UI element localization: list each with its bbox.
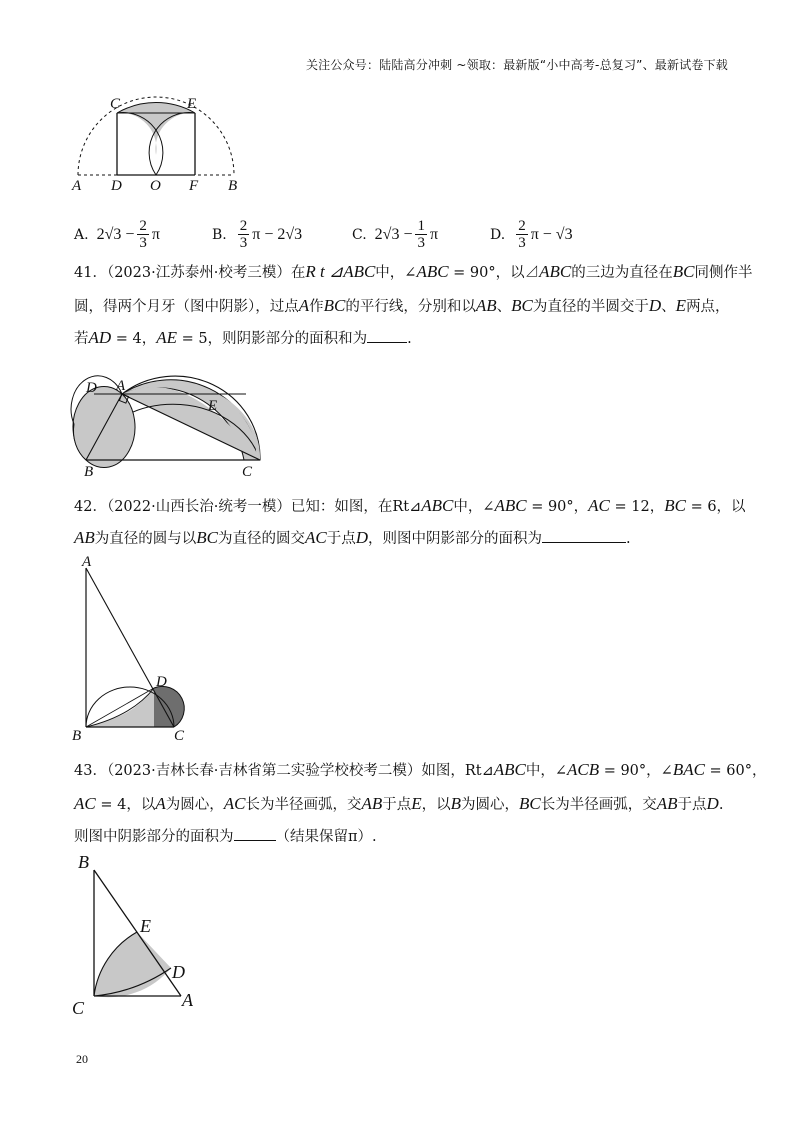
label-E: E <box>208 398 218 414</box>
figure-q42 <box>70 554 200 744</box>
answer-blank <box>542 528 626 543</box>
label-B: B <box>78 852 89 872</box>
label-A: A <box>82 554 92 570</box>
q43-line2: AC = 4，以A为圆心，AC长为半径画弧，交AB于点E，以B为圆心，BC长为半径画弧，交AB于点D. <box>74 794 724 813</box>
option-b: B. $\frac{2}{3}$ π − 2√3 <box>212 218 303 251</box>
label-E: E <box>140 916 151 936</box>
page-header: 关注公众号：陆陆高分冲刺 ~领取：最新版“小中高考-总复习”、最新试卷下载 <box>305 58 728 72</box>
figure-q40 <box>66 92 246 196</box>
option-c: C. 2√3 − $\frac{1}{3}$ π <box>352 218 439 251</box>
q43-line1: 43．（2023·吉林长春·吉林省第二实验学校校考二模）如图，Rt⊿ABC中，∠ACB = 90°，∠BAC = 60°， <box>74 760 767 779</box>
label-B: B <box>72 728 82 744</box>
label-D: D <box>86 380 97 396</box>
label-B: B <box>84 464 94 480</box>
label-C: C <box>110 96 121 112</box>
q42-line2: AB为直径的圆与以BC为直径的圆交AC于点D，则图中阴影部分的面积为 . <box>74 528 631 547</box>
q41-line3: 若AD = 4，AE = 5，则阴影部分的面积和为 . <box>74 328 412 347</box>
q42-line1: 42．（2022·山西长治·统考一模）已知：如图，在Rt⊿ABC中，∠ABC = 90°，AC = 12，BC = 6，以 <box>74 496 746 515</box>
q41-line1: 41．（2023·江苏泰州·校考三模）在R t ⊿ABC中，∠ABC = 90°，以⊿ABC的三边为直径在BC同侧作半 <box>74 262 753 281</box>
label-A: A <box>116 378 126 394</box>
label-D: D <box>172 962 185 982</box>
q41-line2: 圆，得两个月牙（图中阴影），过点A作BC的平行线，分别和以AB、BC为直径的半圆交于D、E两点， <box>74 296 730 315</box>
label-F: F <box>189 178 199 194</box>
label-A: A <box>72 178 82 194</box>
figure-q43 <box>66 848 216 1020</box>
label-C: C <box>174 728 185 744</box>
label-C: C <box>72 998 85 1018</box>
label-D: D <box>111 178 122 194</box>
q43-line3: 则图中阴影部分的面积为 （结果保留π）. <box>74 826 377 847</box>
label-D: D <box>156 674 167 690</box>
answer-blank <box>367 328 407 343</box>
option-d: D. $\frac{2}{3}$ π − √3 <box>490 218 573 251</box>
label-C: C <box>242 464 253 480</box>
page-number: 20 <box>76 1052 88 1066</box>
answer-blank <box>234 826 276 841</box>
shaded-region <box>117 113 195 155</box>
option-a: A. 2√3 − $\frac{2}{3}$ π <box>74 218 160 251</box>
label-E: E <box>187 96 197 112</box>
label-O: O <box>150 178 161 194</box>
label-A: A <box>182 990 193 1010</box>
figure-q41 <box>66 364 276 480</box>
label-B: B <box>228 178 238 194</box>
